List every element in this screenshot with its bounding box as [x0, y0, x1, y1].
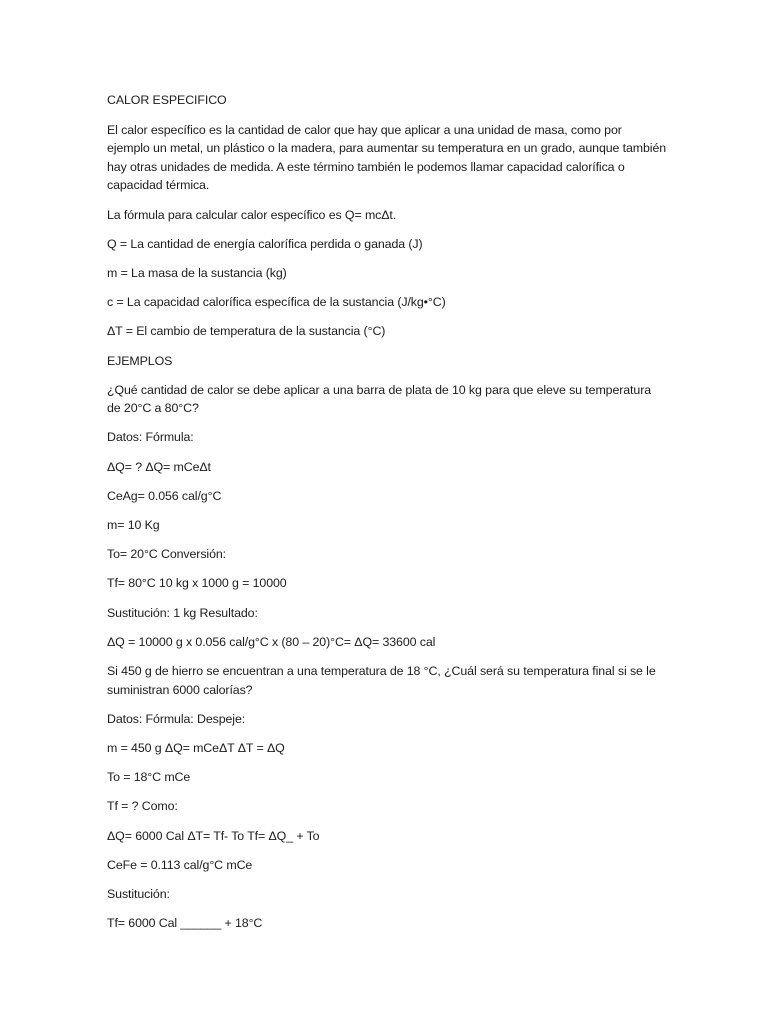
example2-line: To = 18°C mCe — [107, 770, 191, 785]
examples-heading: EJEMPLOS — [107, 353, 173, 368]
example2-line: Tf= 6000 Cal ______ + 18°C — [107, 916, 263, 931]
example1-line: Tf= 80°C 10 kg x 1000 g = 10000 — [107, 576, 287, 591]
formula-paragraph: La fórmula para calcular calor específico es Q= mcΔt. — [107, 207, 397, 222]
example1-line: CeAg= 0.056 cal/g°C — [107, 488, 222, 503]
example1-result: ΔQ = 10000 g x 0.056 cal/g°C x (80 – 20)°C= ΔQ= 33600 cal — [107, 634, 436, 649]
example1-line: m= 10 Kg — [107, 518, 160, 533]
definition-c: c = La capacidad calorífica específica de la sustancia (J/kg•°C) — [107, 295, 446, 310]
example2-line: m = 450 g ΔQ= mCeΔT ΔT = ΔQ — [107, 740, 285, 755]
intro-paragraph: El calor específico es la cantidad de calor que hay que aplicar a una unidad de masa, como por ejemplo un metal, un plástico o la madera, para aumentar su temperatura en un grado, aunque también hay otras unidades de medida. A este término también le podemos llamar capacidad calorífica o capacidad térmica. — [107, 122, 667, 193]
example1-line: To= 20°C Conversión: — [107, 547, 227, 562]
example1-line: Sustitución: 1 kg Resultado: — [107, 605, 258, 620]
definition-delta-t: ΔT = El cambio de temperatura de la sustancia (°C) — [107, 324, 386, 339]
example2-line: ΔQ= 6000 Cal ΔT= Tf- To Tf= ΔQ_ + To — [107, 828, 320, 843]
definition-m: m = La masa de la sustancia (kg) — [107, 265, 287, 280]
example2-line: Datos: Fórmula: Despeje: — [107, 711, 246, 726]
example2-line: Tf = ? Como: — [107, 799, 178, 814]
example2-line: Sustitución: — [107, 886, 170, 901]
example2-question: Si 450 g de hierro se encuentran a una temperatura de 18 °C, ¿Cuál será su temperatura final si se le suministran 6000 calorías? — [107, 663, 656, 697]
example1-question: ¿Qué cantidad de calor se debe aplicar a una barra de plata de 10 kg para que eleve su temperatura de 20°C a 80°C? — [107, 382, 652, 416]
example1-line: ΔQ= ? ΔQ= mCeΔt — [107, 459, 211, 474]
document-title: CALOR ESPECIFICO — [107, 93, 227, 107]
document-body — [107, 91, 667, 943]
example1-line: Datos: Fórmula: — [107, 430, 194, 445]
example2-line: CeFe = 0.113 cal/g°C mCe — [107, 857, 253, 872]
definition-q: Q = La cantidad de energía calorífica perdida o ganada (J) — [107, 236, 423, 251]
